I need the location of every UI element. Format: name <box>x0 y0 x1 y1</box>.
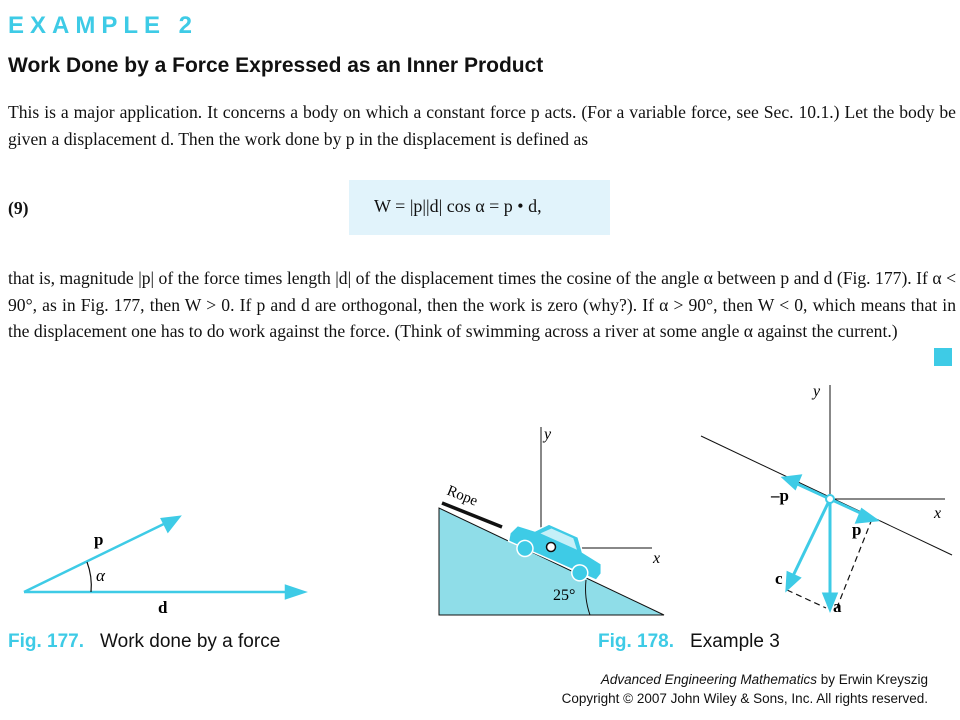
book-author: by Erwin Kreyszig <box>816 672 928 687</box>
label-p: p <box>94 530 104 549</box>
end-of-example-marker <box>934 348 952 366</box>
figure-178-caption <box>598 631 780 653</box>
equation-formula: W = |p||d| cos α = p • d, <box>374 196 542 216</box>
label-x: x <box>653 550 661 567</box>
vector-c <box>792 499 830 578</box>
label-rope: Rope <box>444 482 480 510</box>
vector-d-head <box>286 586 304 598</box>
section-title: Work Done by a Force Expressed as an Inner Product <box>8 54 544 77</box>
figure-177-caption-text: Work done by a force <box>100 631 281 652</box>
figure-178-number: Fig. 178. <box>598 631 675 652</box>
copyright-notice <box>562 670 928 708</box>
label-d: d <box>158 598 168 617</box>
figure-177-caption <box>8 631 280 653</box>
vector-p-head <box>162 517 179 531</box>
paragraph-explanation: that is, magnitude |p| of the force times length |d| of the displacement times the cosine of the angle α between p and d (Fig. 177). If α < 90°, as in Fig. 177, then W > 0. If p and d are orthogonal, then the work is zero (why?). If α > 90°, then W < 0, which means that in the displacement one has to do work against the force. (Think of swimming across a river at some angle α against the current.) <box>8 268 956 341</box>
paragraph-definition: This is a major application. It concerns a body on which a constant force p acts. (For a variable force, see Sec. 10.1.) Let the body be given a displacement d. Then the work done by p in the displacement is defined as <box>8 102 956 149</box>
label-y: y <box>813 383 821 400</box>
label-x: x <box>934 505 942 522</box>
car-center-point <box>547 543 556 552</box>
label-c: c <box>775 569 783 588</box>
figure-178-force-diagram <box>690 375 960 625</box>
label-a: a <box>833 597 842 616</box>
label-alpha: α <box>96 566 105 585</box>
figure-178-slope-diagram <box>430 420 680 620</box>
label-minus-p: –p <box>771 486 789 505</box>
angle-arc <box>87 562 91 592</box>
copyright-line: Copyright © 2007 John Wiley & Sons, Inc. All rights reserved. <box>561 691 928 706</box>
origin-point <box>826 495 834 503</box>
label-y: y <box>544 426 552 443</box>
book-title: Advanced Engineering Mathematics <box>600 672 817 687</box>
equation-number: (9) <box>8 198 29 218</box>
slope-triangle <box>439 508 664 615</box>
example-label: EXAMPLE 2 <box>8 12 199 39</box>
label-angle: 25° <box>553 587 576 604</box>
dashed-projection-2 <box>787 590 826 608</box>
label-p: p <box>852 520 862 539</box>
figure-177-diagram <box>0 500 330 620</box>
vector-minus-p <box>793 482 830 499</box>
figure-177-number: Fig. 177. <box>8 631 85 652</box>
figure-178-caption-text: Example 3 <box>690 631 780 652</box>
vector-c-head <box>787 573 799 589</box>
